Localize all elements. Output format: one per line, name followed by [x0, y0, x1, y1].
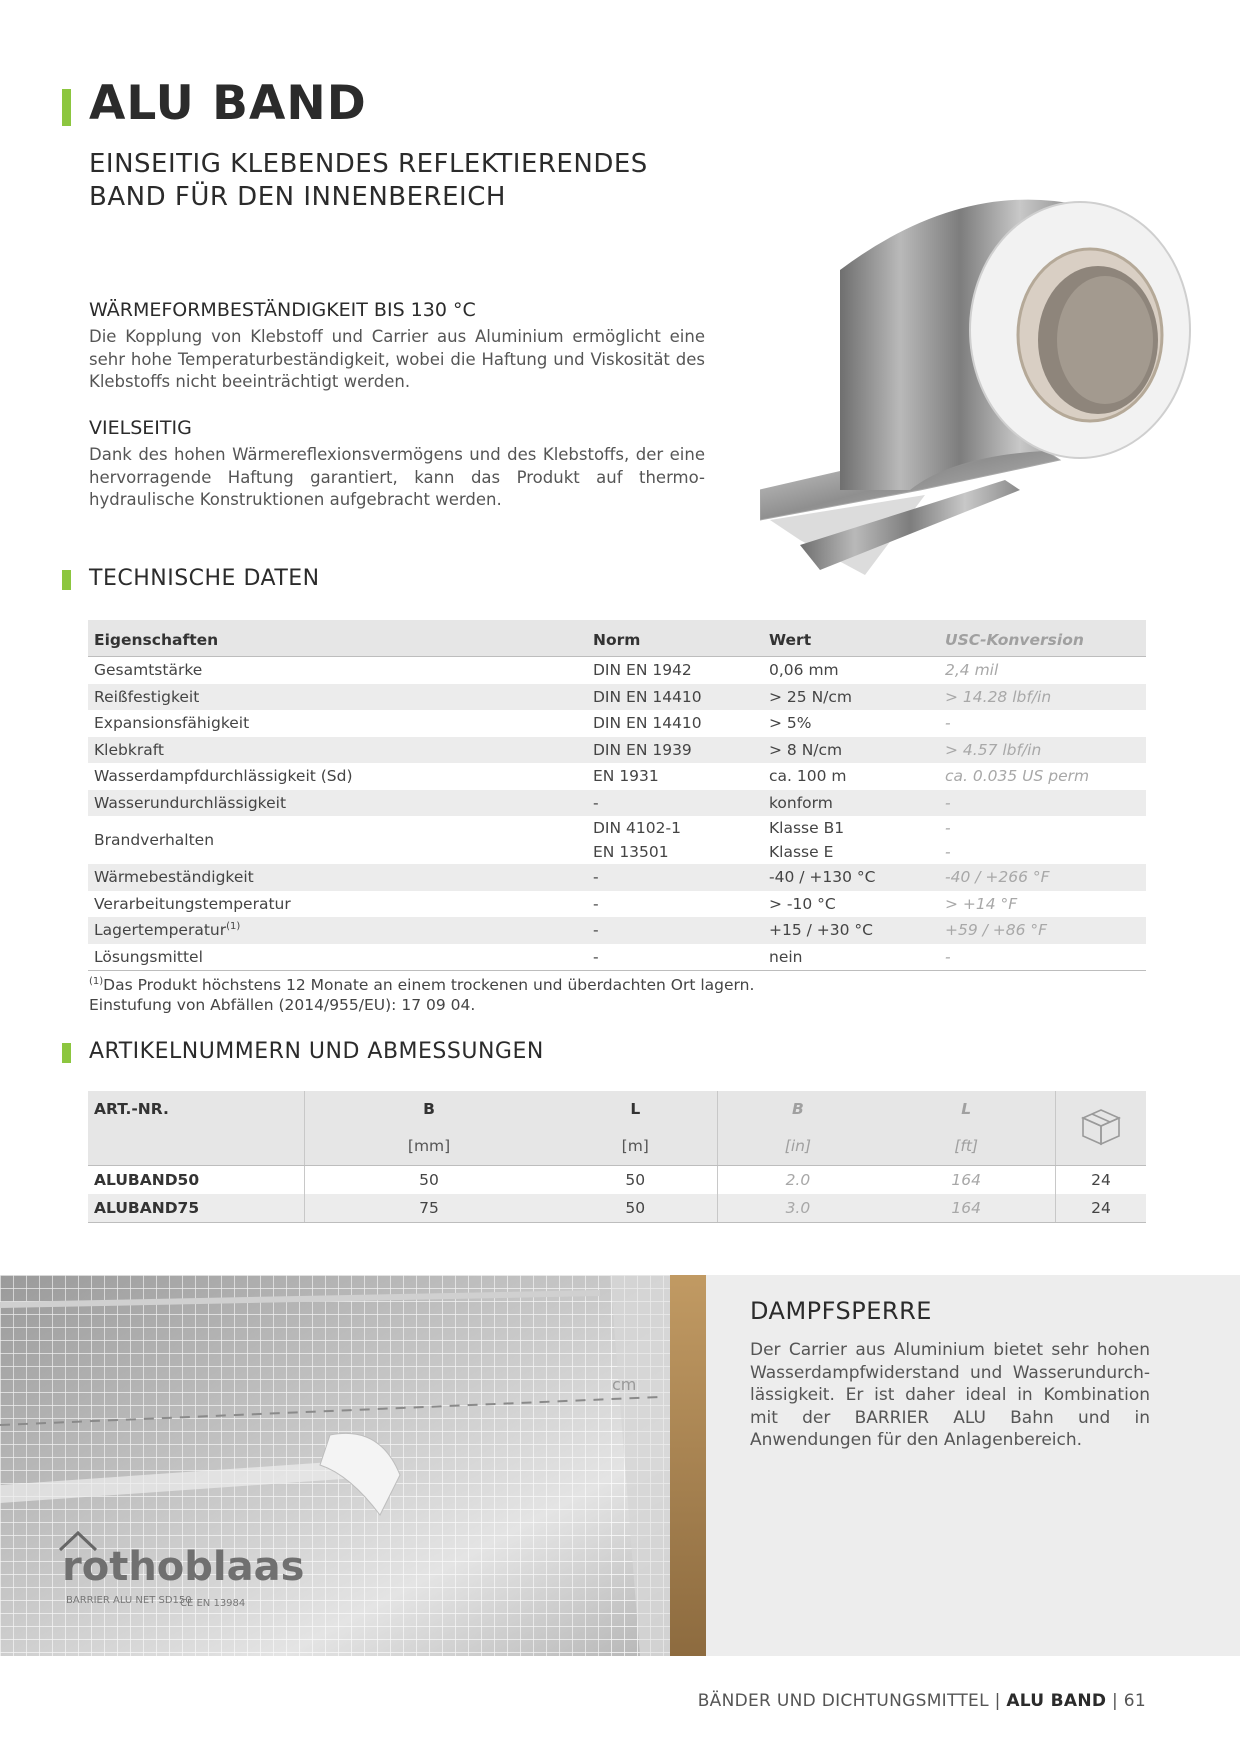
cell-usc: -	[939, 790, 1146, 817]
table-row	[88, 864, 1146, 891]
footnote-line-1	[89, 972, 754, 995]
cell-property: Wasserdampfdurchlässigkeit (Sd)	[94, 767, 353, 786]
cell-width-mm: 75	[305, 1194, 554, 1223]
table-header-row	[88, 1091, 1146, 1127]
cell-norm: -	[587, 864, 763, 891]
table-row	[88, 917, 1146, 944]
table-row	[88, 1166, 1146, 1195]
cell-length-ft: 164	[951, 1171, 981, 1189]
cell-norm: -	[587, 944, 763, 971]
cell-property: Reißfestigkeit	[88, 684, 587, 711]
cell-value: -40 / +130 °C	[763, 864, 939, 891]
cell-property: Verarbeitungstemperatur	[94, 894, 291, 913]
page-title: ALU BAND	[89, 76, 367, 131]
cell-value: > 5%	[769, 714, 812, 733]
tech-accent-bar	[62, 570, 71, 590]
cell-norm: DIN EN 1939	[587, 737, 763, 764]
subtitle-line-2: BAND FÜR DEN INNENBEREICH	[89, 182, 506, 212]
col-width-mm: B	[305, 1091, 554, 1127]
cell-value: > 25 N/cm	[763, 684, 939, 711]
cell-width-in: 2.0	[718, 1166, 877, 1195]
cell-value: ca. 100 m	[769, 767, 847, 786]
cell-norm-2: EN 13501	[593, 843, 669, 861]
cell-norm: EN 1931	[593, 767, 659, 786]
cell-value	[763, 816, 939, 864]
cell-value: +15 / +30 °C	[763, 917, 939, 944]
col-width-in: B	[718, 1091, 877, 1127]
unit-width-in: [in]	[718, 1127, 877, 1166]
footnote-marker: (1)	[89, 976, 104, 987]
table-row	[88, 684, 1146, 711]
application-photo	[0, 1275, 706, 1656]
cell-property: Wasserundurchlässigkeit	[88, 790, 587, 817]
cell-value: 0,06 mm	[769, 661, 839, 680]
table-row	[88, 737, 1146, 764]
table-unit-row	[88, 1127, 1146, 1166]
table-row	[88, 816, 1146, 864]
cell-usc: > +14 °F	[945, 894, 1018, 913]
table-row	[88, 657, 1146, 684]
table-row	[88, 710, 1146, 737]
cell-property: Wärmebeständigkeit	[88, 864, 587, 891]
cell-norm: -	[587, 790, 763, 817]
cell-length-m: 50	[625, 1171, 646, 1189]
col-article-no: ART.-NR.	[88, 1091, 305, 1127]
table-row	[88, 763, 1146, 790]
cell-property-text: Lagertemperatur	[94, 921, 227, 940]
articles-heading: ARTIKELNUMMERN UND ABMESSUNGEN	[89, 1039, 544, 1064]
col-length-m: L	[553, 1091, 718, 1127]
col-norm: Norm	[587, 620, 763, 657]
cell-value: > 8 N/cm	[763, 737, 939, 764]
cell-length-ft: 164	[877, 1194, 1055, 1223]
photo-brand-text: rothoblaas	[62, 1544, 305, 1590]
cell-usc: +59 / +86 °F	[939, 917, 1146, 944]
page-number: 61	[1123, 1691, 1146, 1711]
tape-roll-image	[760, 190, 1200, 580]
footnote-text: Das Produkt höchstens 12 Monate an einem trockenen und überdachten Ort lagern.	[103, 976, 755, 995]
subtitle-line-1: EINSEITIG KLEBENDES REFLEKTIERENDES	[89, 149, 648, 179]
box-icon	[1079, 1106, 1123, 1146]
table-row	[88, 1194, 1146, 1223]
footnote-line-2: Einstufung von Abfällen (2014/955/EU): 17 09 04.	[89, 996, 476, 1015]
table-header-row	[88, 620, 1146, 657]
cell-property	[88, 917, 587, 944]
cell-usc: -	[939, 944, 1146, 971]
cell-norm: DIN EN 14410	[593, 714, 702, 733]
cell-usc: ca. 0.035 US perm	[945, 767, 1090, 786]
cell-width-mm: 50	[305, 1166, 554, 1195]
cell-pieces: 24	[1056, 1166, 1147, 1195]
cell-usc: > 14.28 lbf/in	[939, 684, 1146, 711]
table-row	[88, 891, 1146, 918]
page-subtitle	[89, 148, 648, 214]
cell-usc-2: -	[945, 843, 951, 861]
articles-accent-bar	[62, 1043, 71, 1063]
cell-length-m: 50	[553, 1194, 718, 1223]
col-value: Wert	[763, 620, 939, 657]
cell-code: ALUBAND75	[88, 1194, 305, 1223]
title-accent-bar	[62, 89, 71, 126]
cell-usc-1: -	[945, 819, 951, 837]
footer-separator-2: |	[1112, 1691, 1119, 1711]
feature-text-versatile: Dank des hohen Wärmereflexionsvermögens und des Klebstoffs, der eine hervorragende Haftung garantiert, kann das Produkt auf thermo-hydraulische Konstruktionen aufgebracht werden.	[89, 445, 705, 509]
footnote-ref: (1)	[226, 921, 241, 933]
cell-code: ALUBAND50	[94, 1171, 200, 1189]
unit-length-m: [m]	[553, 1127, 718, 1166]
photo-ruler-label: cm	[612, 1375, 637, 1394]
vapour-barrier-text: Der Carrier aus Aluminium bietet sehr hohen Wasserdampfwiderstand und Wasserundurch-lässigkeit. Er ist daher ideal in Kombination mit der BARRIER ALU Bahn und in Anwendungen für den Anlagenbereich.	[750, 1340, 1150, 1450]
vapour-barrier-box	[706, 1275, 1240, 1656]
feature-heading-versatile: VIELSEITIG	[89, 417, 192, 439]
cell-norm: DIN EN 1942	[593, 661, 692, 680]
cell-usc: > 4.57 lbf/in	[939, 737, 1146, 764]
cell-usc	[939, 816, 1146, 864]
vapour-barrier-heading: DAMPFSPERRE	[750, 1297, 932, 1325]
feature-heading-heat: WÄRMEFORMBESTÄNDIGKEIT BIS 130 °C	[89, 299, 476, 321]
footer-separator: |	[994, 1691, 1001, 1711]
col-length-ft: L	[877, 1091, 1055, 1127]
footer-product: ALU BAND	[1006, 1691, 1107, 1711]
cell-pieces: 24	[1056, 1194, 1147, 1223]
cell-value: nein	[763, 944, 939, 971]
col-usc: USC-Konversion	[939, 620, 1146, 657]
cell-width-in: 3.0	[718, 1194, 877, 1223]
unit-width-mm: [mm]	[305, 1127, 554, 1166]
application-photo-graphic	[0, 1275, 706, 1656]
cell-usc: 2,4 mil	[945, 661, 999, 680]
cell-usc: -	[945, 714, 951, 733]
photo-ce-text: CE EN 13984	[180, 1598, 246, 1609]
cell-norm: -	[593, 894, 599, 913]
cell-property: Brandverhalten	[94, 831, 215, 849]
cell-value-1: Klasse B1	[769, 819, 845, 837]
cell-norm: -	[587, 917, 763, 944]
technical-data-table	[88, 620, 1146, 971]
cell-property: Lösungsmittel	[88, 944, 587, 971]
cell-value: konform	[763, 790, 939, 817]
cell-property: Gesamtstärke	[94, 661, 203, 680]
footnote	[89, 972, 754, 1015]
tech-heading: TECHNISCHE DATEN	[89, 566, 320, 591]
table-row	[88, 790, 1146, 817]
cell-norm: DIN EN 14410	[587, 684, 763, 711]
unit-article-no	[88, 1127, 305, 1166]
articles-table	[88, 1091, 1146, 1223]
col-property: Eigenschaften	[88, 620, 587, 657]
cell-value: > -10 °C	[769, 894, 836, 913]
cell-property: Expansionsfähigkeit	[94, 714, 250, 733]
photo-product-text: BARRIER ALU NET SD150	[66, 1595, 192, 1606]
footer-category: BÄNDER UND DICHTUNGSMITTEL	[697, 1691, 989, 1711]
col-package	[1056, 1091, 1147, 1166]
cell-value-2: Klasse E	[769, 843, 834, 861]
cell-norm	[587, 816, 763, 864]
cell-property: Klebkraft	[88, 737, 587, 764]
cell-usc: -40 / +266 °F	[939, 864, 1146, 891]
page-footer	[698, 1691, 1146, 1711]
table-row	[88, 944, 1146, 971]
cell-norm-1: DIN 4102-1	[593, 819, 681, 837]
unit-length-ft: [ft]	[877, 1127, 1055, 1166]
feature-text-heat: Die Kopplung von Klebstoff und Carrier aus Aluminium ermöglicht eine sehr hohe Temperaturbeständigkeit, wobei die Haftung und Viskosität des Klebstoffs nicht beeinträchtigt werden.	[89, 327, 705, 391]
